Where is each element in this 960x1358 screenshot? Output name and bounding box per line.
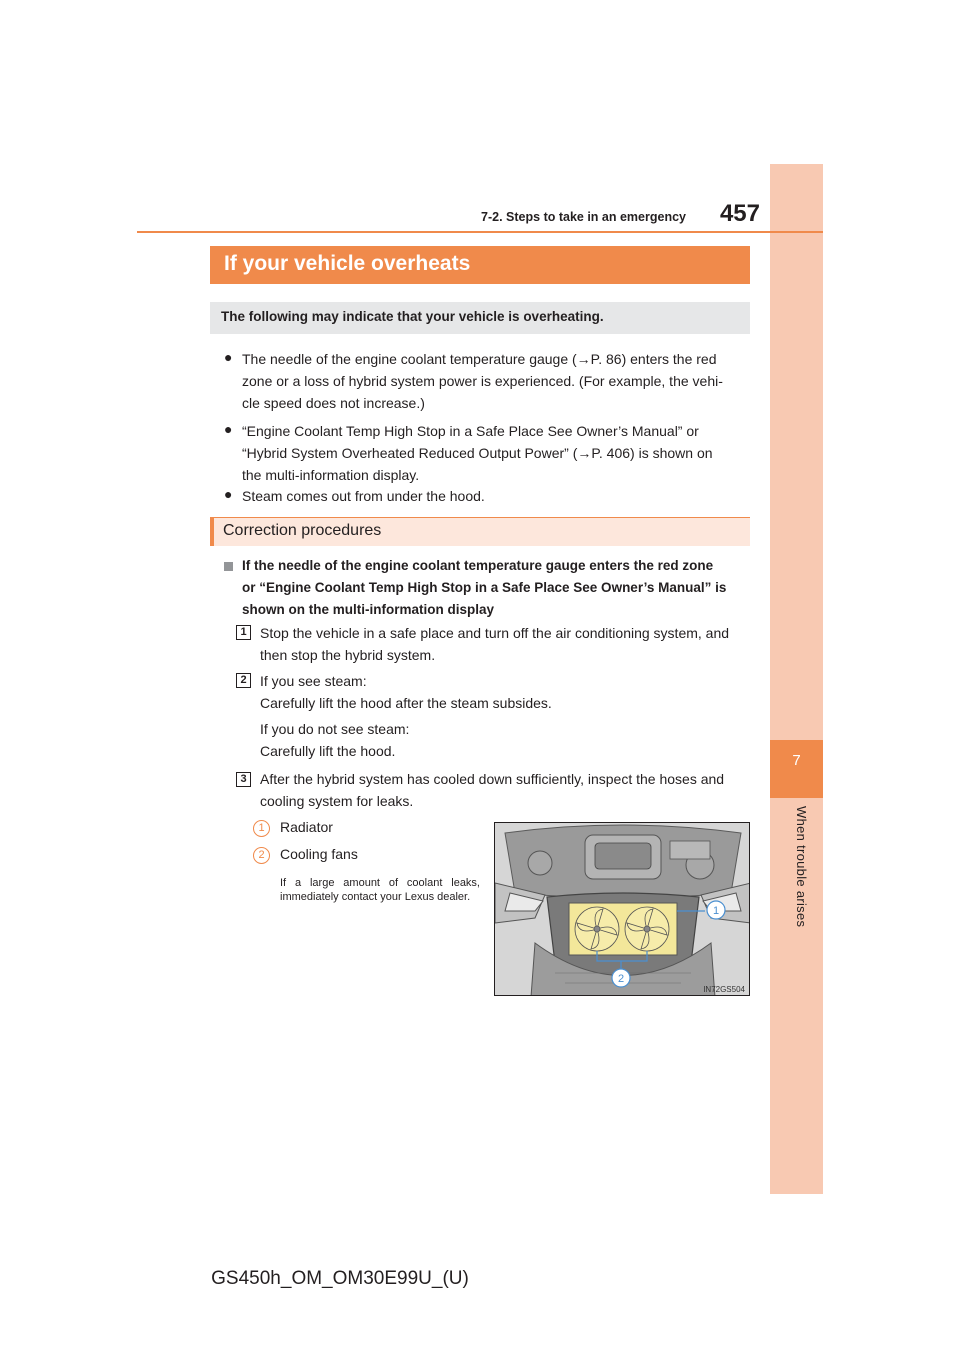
callout-number: 2 [253, 847, 270, 864]
intro-text: The following may indicate that your vehicle is overheating. [221, 309, 604, 324]
manual-code: GS450h_OM_OM30E99U_(U) [211, 1268, 469, 1289]
page-number: 457 [719, 200, 760, 227]
subheading-accent [210, 517, 214, 546]
illustration-marker: 2 [617, 973, 625, 985]
bullet-text: The needle of the engine coolant temperature gauge (→P. 86) enters the red zone or a loss of hybrid system power is experienced. (For example, the vehi- cle speed does not increase.) [242, 351, 723, 411]
step-number-box: 3 [236, 772, 251, 787]
step-text: After the hybrid system has cooled down sufficiently, inspect the hoses and cooling system for leaks. [260, 771, 725, 809]
step-number-box: 1 [236, 625, 251, 640]
chapter-number: 7 [792, 752, 801, 769]
header-rule [137, 231, 823, 233]
engine-radiator-illustration [494, 822, 750, 996]
bullet-text: “Engine Coolant Temp High Stop in a Safe Place See Owner’s Manual” or “Hybrid System Overheated Reduced Output Power” (→P. 406) is shown on the multi-information display. [242, 423, 713, 483]
page-title: If your vehicle overheats [224, 252, 471, 275]
fan-right [625, 907, 669, 951]
section-label: 7-2. Steps to take in an emergency [481, 210, 686, 224]
square-bullet-icon [224, 562, 233, 571]
bullet-icon: ● [224, 421, 233, 437]
chapter-label: When trouble arises [794, 806, 809, 928]
illustration-marker: 1 [712, 905, 720, 917]
step-text: Stop the vehicle in a safe place and turn off the air conditioning system, and then stop the hybrid system. [260, 625, 730, 663]
illustration-code: IN72GS504 [703, 985, 745, 994]
engine-bay-drawing [495, 823, 750, 996]
callout-label: Radiator [280, 819, 333, 835]
bullet-icon: ● [224, 486, 233, 502]
chapter-tab-active [770, 740, 823, 798]
chapter-side-tab [770, 164, 823, 1194]
footer [0, 1268, 960, 1290]
step-text: If you see steam: Carefully lift the hood after the steam subsides. If you do not see steam: Carefully lift the hood. [260, 673, 552, 759]
condition-heading: If the needle of the engine coolant temperature gauge enters the red zone or “Engine Coolant Temp High Stop in a Safe Place See Owner’s Manual” is shown on the multi-information display [242, 558, 727, 617]
bullet-text: Steam comes out from under the hood. [242, 488, 485, 504]
step-number-box: 2 [236, 673, 251, 688]
callout-number: 1 [253, 820, 270, 837]
callout-label: Cooling fans [280, 846, 358, 862]
subheading-text: Correction procedures [223, 522, 382, 539]
bullet-icon: ● [224, 349, 233, 365]
leak-note: If a large amount of coolant leaks, immediately contact your Lexus dealer. [280, 877, 480, 903]
fan-left [575, 907, 619, 951]
